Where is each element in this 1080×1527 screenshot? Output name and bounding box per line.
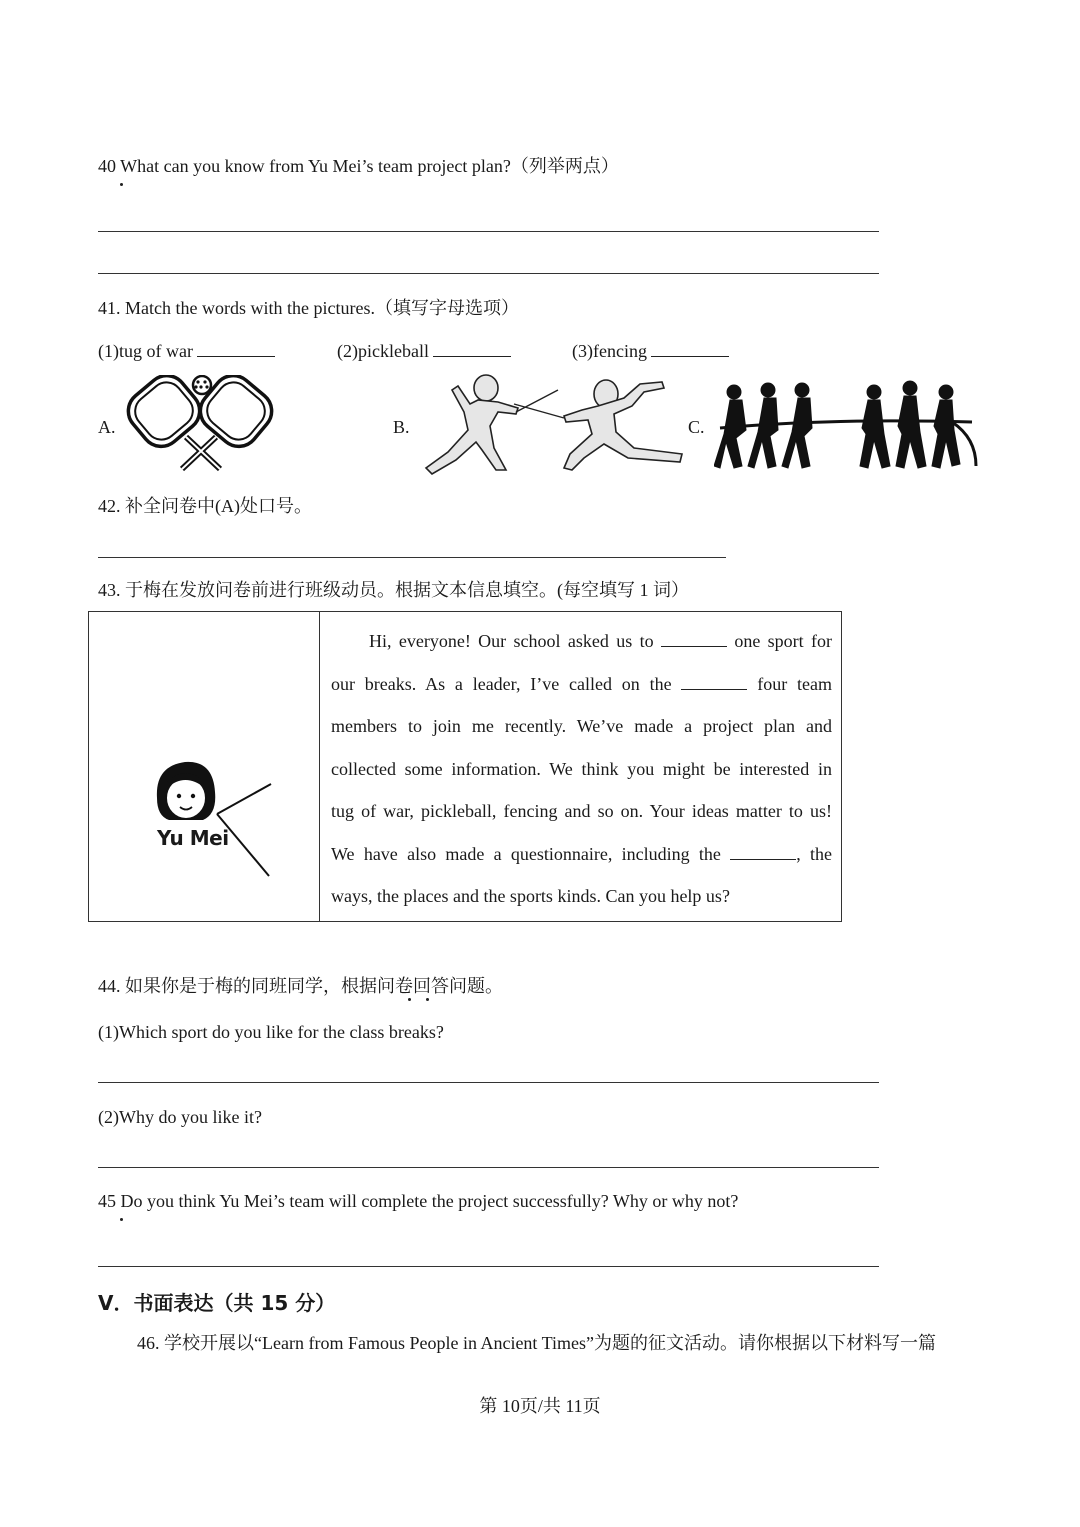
answer-line[interactable] bbox=[98, 273, 879, 274]
question-42: 42. 补全问卷中(A)处口号。 bbox=[98, 496, 312, 516]
section-title: V．书面表达（共 15 分） bbox=[98, 1291, 336, 1315]
question-44-sub1: (1)Which sport do you like for the class breaks? bbox=[98, 1022, 444, 1042]
question-44: 44. 如果你是于梅的同班同学，根据问卷回答问题。 bbox=[98, 976, 503, 996]
speech-table bbox=[88, 611, 842, 922]
match-item-pickleball bbox=[337, 339, 511, 363]
speech-line: ways, the places and the sports kinds. Can you help us? bbox=[331, 886, 730, 906]
tug-of-war-image bbox=[714, 378, 980, 474]
option-c-label: C. bbox=[688, 417, 705, 437]
bullet-dot bbox=[120, 1218, 123, 1221]
speech-text: our breaks. As a leader, I’ve called on the bbox=[331, 673, 672, 694]
page-number: 第 10页/共 11页 bbox=[479, 1396, 601, 1416]
answer-line[interactable] bbox=[98, 557, 726, 558]
speech-line bbox=[331, 620, 832, 663]
match-blank[interactable] bbox=[433, 340, 511, 357]
emphasis-dot bbox=[408, 998, 411, 1001]
yu-mei-avatar bbox=[151, 758, 277, 878]
option-b-label: B. bbox=[393, 417, 410, 437]
speech-line: tug of war, pickleball, fencing and so on. Your ideas matter to us! bbox=[331, 801, 832, 821]
speech-text: one sport for bbox=[734, 631, 833, 651]
fill-blank[interactable] bbox=[681, 675, 747, 690]
speech-text: We have also made a questionnaire, including the bbox=[331, 843, 721, 864]
speech-line bbox=[331, 833, 832, 876]
option-a-label: A. bbox=[98, 417, 116, 437]
question-43: 43. 于梅在发放问卷前进行班级动员。根据文本信息填空。(每空填写 1 词） bbox=[98, 580, 689, 600]
fencing-image bbox=[418, 370, 688, 480]
answer-line[interactable] bbox=[98, 231, 879, 232]
speech-text: four team bbox=[757, 673, 833, 694]
bullet-dot bbox=[120, 183, 123, 186]
question-45: 45 Do you think Yu Mei’s team will complete the project successfully? Why or why not? bbox=[98, 1191, 739, 1211]
match-item-label: (1)tug of war bbox=[98, 341, 193, 361]
pickleball-paddles-image bbox=[124, 375, 278, 475]
match-blank[interactable] bbox=[651, 340, 729, 357]
table-divider bbox=[319, 612, 320, 921]
match-item-label: (2)pickleball bbox=[337, 341, 429, 361]
question-40: 40 What can you know from Yu Mei’s team project plan?（列举两点） bbox=[98, 156, 619, 176]
speech-line bbox=[331, 663, 832, 706]
question-44-sub2: (2)Why do you like it? bbox=[98, 1107, 262, 1127]
speech-text: , the bbox=[796, 843, 833, 864]
answer-line[interactable] bbox=[98, 1082, 879, 1083]
fill-blank[interactable] bbox=[661, 632, 727, 647]
answer-line[interactable] bbox=[98, 1266, 879, 1267]
match-item-label: (3)fencing bbox=[572, 341, 647, 361]
answer-line[interactable] bbox=[98, 1167, 879, 1168]
match-blank[interactable] bbox=[197, 340, 275, 357]
speech-line: collected some information. We think you might be interested in bbox=[331, 758, 832, 779]
question-46: 46. 学校开展以“Learn from Famous People in Ancient Times”为题的征文活动。请你根据以下材料写一篇 bbox=[137, 1333, 936, 1353]
speech-text: Hi, everyone! Our school asked us to bbox=[369, 631, 654, 651]
speech-paragraph bbox=[331, 620, 832, 918]
avatar-name: Yu Mei bbox=[157, 826, 229, 850]
match-item-tug-of-war bbox=[98, 339, 275, 363]
match-item-fencing bbox=[572, 339, 729, 363]
speech-line: members to join me recently. We’ve made a project plan and bbox=[331, 716, 832, 736]
fill-blank[interactable] bbox=[730, 845, 796, 860]
emphasis-dot bbox=[426, 998, 429, 1001]
question-41: 41. Match the words with the pictures.（填写字母选项） bbox=[98, 298, 519, 318]
